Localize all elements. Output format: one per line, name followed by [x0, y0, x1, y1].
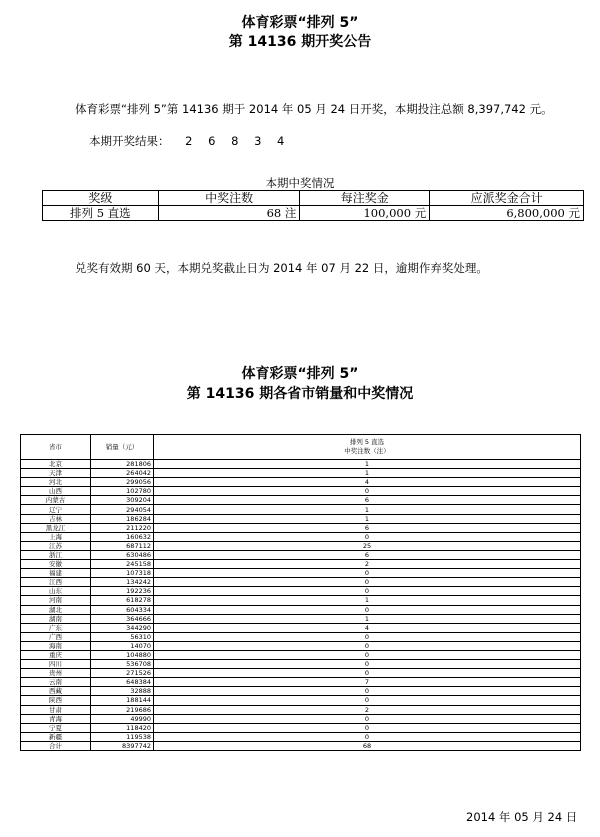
- winning-count: 68 注: [158, 206, 300, 221]
- province-cell: 陕西: [21, 696, 91, 705]
- prize-per-ticket: 100,000 元: [300, 206, 430, 221]
- province-cell: 上海: [21, 532, 91, 541]
- header-winning-count: 中奖注数: [158, 191, 300, 206]
- province-cell: 湖北: [21, 605, 91, 614]
- sales-cell: 309204: [91, 496, 154, 505]
- winners-cell: 1: [154, 505, 581, 514]
- province-cell: 西藏: [21, 687, 91, 696]
- prize-table: [42, 190, 584, 221]
- sales-cell: 648384: [91, 678, 154, 687]
- province-table-header: [21, 435, 581, 460]
- announcement-title: 体育彩票“排列 5”: [241, 15, 359, 31]
- winners-cell: 0: [154, 696, 581, 705]
- sales-cell: 8397742: [91, 741, 154, 750]
- province-cell: 北京: [21, 460, 91, 469]
- sales-cell: 211220: [91, 523, 154, 532]
- header-winners-line2: 中奖注数（注）: [344, 447, 390, 455]
- sales-cell: 49990: [91, 714, 154, 723]
- header-winners-line1: 排列 5 直选: [349, 438, 385, 446]
- province-cell: 广东: [21, 623, 91, 632]
- issue-title: 第 14136 期开奖公告: [228, 34, 372, 50]
- winners-cell: 2: [154, 705, 581, 714]
- section-subtitle: 第 14136 期各省市销量和中奖情况: [186, 386, 414, 402]
- sales-cell: 245158: [91, 560, 154, 569]
- footer-date: 2014 年 05 月 24 日: [466, 810, 578, 824]
- sales-cell: 604334: [91, 605, 154, 614]
- winners-cell: 7: [154, 678, 581, 687]
- sales-cell: 536708: [91, 660, 154, 669]
- winners-cell: 0: [154, 578, 581, 587]
- sales-cell: 192236: [91, 587, 154, 596]
- table-row: [21, 623, 581, 632]
- sales-cell: 281806: [91, 460, 154, 469]
- header-total-prize: 应派奖金合计: [430, 191, 584, 206]
- table-row: [21, 560, 581, 569]
- table-row: [21, 687, 581, 696]
- winners-cell: 6: [154, 523, 581, 532]
- province-cell: 海南: [21, 641, 91, 650]
- sales-cell: 687112: [91, 541, 154, 550]
- winners-cell: 6: [154, 550, 581, 559]
- prize-table-row: [43, 206, 584, 221]
- sales-cell: 299056: [91, 478, 154, 487]
- winners-cell: 6: [154, 496, 581, 505]
- table-row: [21, 569, 581, 578]
- header-province: 省市: [21, 435, 91, 460]
- draw-result: [89, 133, 290, 149]
- table-row: [21, 487, 581, 496]
- province-cell: 浙江: [21, 550, 91, 559]
- province-cell: 安徽: [21, 560, 91, 569]
- province-cell: 辽宁: [21, 505, 91, 514]
- province-cell: 重庆: [21, 650, 91, 659]
- province-cell: 内蒙古: [21, 496, 91, 505]
- province-cell: 吉林: [21, 514, 91, 523]
- table-row: [21, 650, 581, 659]
- table-row: [21, 605, 581, 614]
- sales-cell: 344290: [91, 623, 154, 632]
- winners-cell: 1: [154, 596, 581, 605]
- province-cell: 江苏: [21, 541, 91, 550]
- table-row: [21, 550, 581, 559]
- table-row: [21, 705, 581, 714]
- table-row: [21, 469, 581, 478]
- prize-table-caption: 本期中奖情况: [265, 176, 335, 190]
- province-cell: 贵州: [21, 669, 91, 678]
- province-cell: 青海: [21, 714, 91, 723]
- table-row: [21, 696, 581, 705]
- announcement-text: 体育彩票“排列 5”第 14136 期于 2014 年 05 月 24 日开奖，本期投注总额 8,397,742 元。: [75, 102, 553, 116]
- province-cell: 湖南: [21, 614, 91, 623]
- winners-cell: 4: [154, 623, 581, 632]
- province-cell: 云南: [21, 678, 91, 687]
- sales-cell: 364666: [91, 614, 154, 623]
- winners-cell: 0: [154, 723, 581, 732]
- table-row: [21, 678, 581, 687]
- table-row: [21, 614, 581, 623]
- table-row: [21, 541, 581, 550]
- province-cell: 新疆: [21, 732, 91, 741]
- sales-cell: 630486: [91, 550, 154, 559]
- table-row: [21, 641, 581, 650]
- table-row: [21, 632, 581, 641]
- sales-cell: 14070: [91, 641, 154, 650]
- province-cell: 山东: [21, 587, 91, 596]
- winners-cell: 0: [154, 669, 581, 678]
- winners-cell: 0: [154, 660, 581, 669]
- winners-cell: 1: [154, 469, 581, 478]
- winners-cell: 0: [154, 569, 581, 578]
- draw-result-label: 本期开奖结果：: [89, 134, 170, 148]
- winners-cell: 68: [154, 741, 581, 750]
- header-winners: [154, 435, 581, 460]
- winners-cell: 0: [154, 532, 581, 541]
- table-row: [21, 714, 581, 723]
- winners-cell: 0: [154, 487, 581, 496]
- province-cell: 合计: [21, 741, 91, 750]
- province-cell: 福建: [21, 569, 91, 578]
- table-row: [21, 741, 581, 750]
- table-row: [21, 578, 581, 587]
- sales-cell: 186284: [91, 514, 154, 523]
- winners-cell: 4: [154, 478, 581, 487]
- table-row: [21, 460, 581, 469]
- table-row: [21, 478, 581, 487]
- table-row: [21, 496, 581, 505]
- winners-cell: 0: [154, 605, 581, 614]
- winners-cell: 0: [154, 687, 581, 696]
- province-cell: 黑龙江: [21, 523, 91, 532]
- sales-cell: 119538: [91, 732, 154, 741]
- prize-level: 排列 5 直选: [43, 206, 159, 221]
- draw-result-numbers: 2 6 8 3 4: [185, 134, 291, 148]
- table-row: [21, 514, 581, 523]
- province-cell: 广西: [21, 632, 91, 641]
- province-cell: 江西: [21, 578, 91, 587]
- sales-cell: 294054: [91, 505, 154, 514]
- winners-cell: 25: [154, 541, 581, 550]
- province-cell: 宁夏: [21, 723, 91, 732]
- prize-table-header: [43, 191, 584, 206]
- sales-cell: 219686: [91, 705, 154, 714]
- province-cell: 天津: [21, 469, 91, 478]
- table-row: [21, 532, 581, 541]
- header-prize-per-ticket: 每注奖金: [300, 191, 430, 206]
- winners-cell: 0: [154, 650, 581, 659]
- sales-cell: 32888: [91, 687, 154, 696]
- winners-cell: 0: [154, 732, 581, 741]
- table-row: [21, 596, 581, 605]
- sales-cell: 118420: [91, 723, 154, 732]
- winners-cell: 2: [154, 560, 581, 569]
- total-prize: 6,800,000 元: [430, 206, 584, 221]
- sales-cell: 264042: [91, 469, 154, 478]
- province-cell: 河北: [21, 478, 91, 487]
- winners-cell: 0: [154, 632, 581, 641]
- sales-cell: 56310: [91, 632, 154, 641]
- sales-cell: 102780: [91, 487, 154, 496]
- winners-cell: 0: [154, 714, 581, 723]
- winners-cell: 1: [154, 460, 581, 469]
- table-row: [21, 587, 581, 596]
- table-row: [21, 732, 581, 741]
- header-sales: 销量（元）: [91, 435, 154, 460]
- winners-cell: 1: [154, 614, 581, 623]
- header-prize-level: 奖级: [43, 191, 159, 206]
- table-row: [21, 660, 581, 669]
- province-cell: 河南: [21, 596, 91, 605]
- table-row: [21, 505, 581, 514]
- sales-cell: 271526: [91, 669, 154, 678]
- table-row: [21, 523, 581, 532]
- winners-cell: 1: [154, 514, 581, 523]
- winners-cell: 0: [154, 641, 581, 650]
- table-row: [21, 669, 581, 678]
- sales-cell: 188144: [91, 696, 154, 705]
- section-title: 体育彩票“排列 5”: [241, 366, 359, 382]
- province-table: [20, 434, 581, 751]
- province-cell: 四川: [21, 660, 91, 669]
- validity-note: 兑奖有效期 60 天，本期兑奖截止日为 2014 年 07 月 22 日，逾期作弃奖处理。: [75, 261, 488, 275]
- table-row: [21, 723, 581, 732]
- sales-cell: 160632: [91, 532, 154, 541]
- province-cell: 山西: [21, 487, 91, 496]
- sales-cell: 107318: [91, 569, 154, 578]
- sales-cell: 134242: [91, 578, 154, 587]
- sales-cell: 618278: [91, 596, 154, 605]
- sales-cell: 104880: [91, 650, 154, 659]
- province-cell: 甘肃: [21, 705, 91, 714]
- winners-cell: 0: [154, 587, 581, 596]
